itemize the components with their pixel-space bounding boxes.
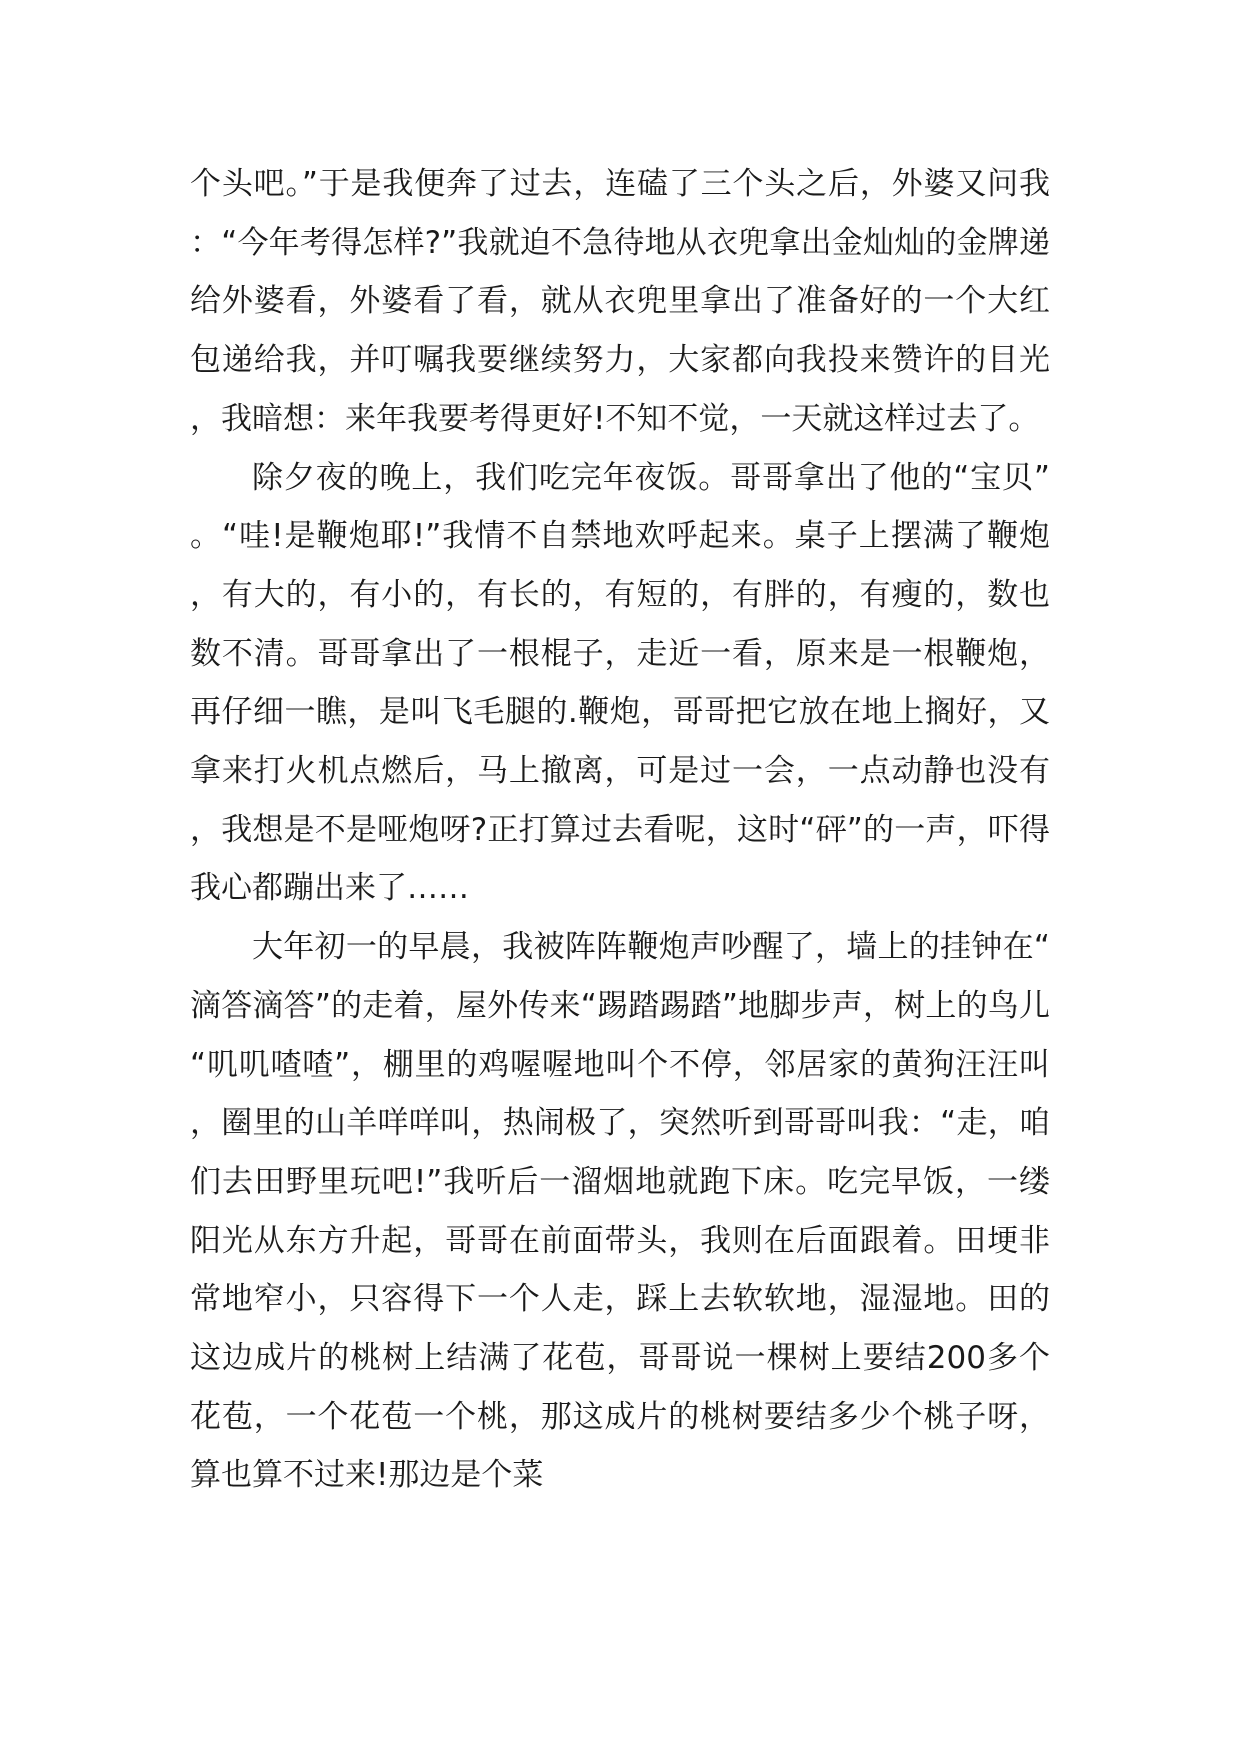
paragraph-1: 个头吧。”于是我便奔了过去，连磕了三个头之后，外婆又问我：“今年考得怎样?”我就迫不急待地从衣兜拿出金灿灿的金牌递给外婆看，外婆看了看，就从衣兜里拿出了准备好的一个大红包递给我，并叮嘱我要继续努力，大家都向我投来赞许的目光，我暗想：来年我要考得更好!不知不觉，一天就这样过去了。 bbox=[190, 166, 1050, 437]
document-body bbox=[190, 155, 1050, 1505]
paragraph-3: 大年初一的早晨，我被阵阵鞭炮声吵醒了，墙上的挂钟在“滴答滴答”的走着，屋外传来“踢踏踢踏”地脚步声，树上的鸟儿“叽叽喳喳”，棚里的鸡喔喔地叫个不停，邻居家的黄狗汪汪叫，圈里的山羊咩咩叫，热闹极了，突然听到哥哥叫我：“走，咱们去田野里玩吧!”我听后一溜烟地就跑下床。吃完早饭，一缕阳光从东方升起，哥哥在前面带头，我则在后面跟着。田埂非常地窄小，只容得下一个人走，踩上去软软地，湿湿地。田的这边成片的桃树上结满了花苞，哥哥说一棵树上要结200多个花苞，一个花苞一个桃，那这成片的桃树要结多少个桃子呀，算也算不过来!那边是个菜 bbox=[190, 929, 1050, 1494]
paragraph-2: 除夕夜的晚上，我们吃完年夜饭。哥哥拿出了他的“宝贝”。“哇!是鞭炮耶!”我情不自禁地欢呼起来。桌子上摆满了鞭炮，有大的，有小的，有长的，有短的，有胖的，有瘦的，数也数不清。哥哥拿出了一根棍子，走近一看，原来是一根鞭炮，再仔细一瞧，是叫飞毛腿的.鞭炮，哥哥把它放在地上搁好，又拿来打火机点燃后，马上撤离，可是过一会，一点动静也没有，我想是不是哑炮呀?正打算过去看呢，这时“砰”的一声，吓得我心都蹦出来了…… bbox=[190, 459, 1050, 907]
